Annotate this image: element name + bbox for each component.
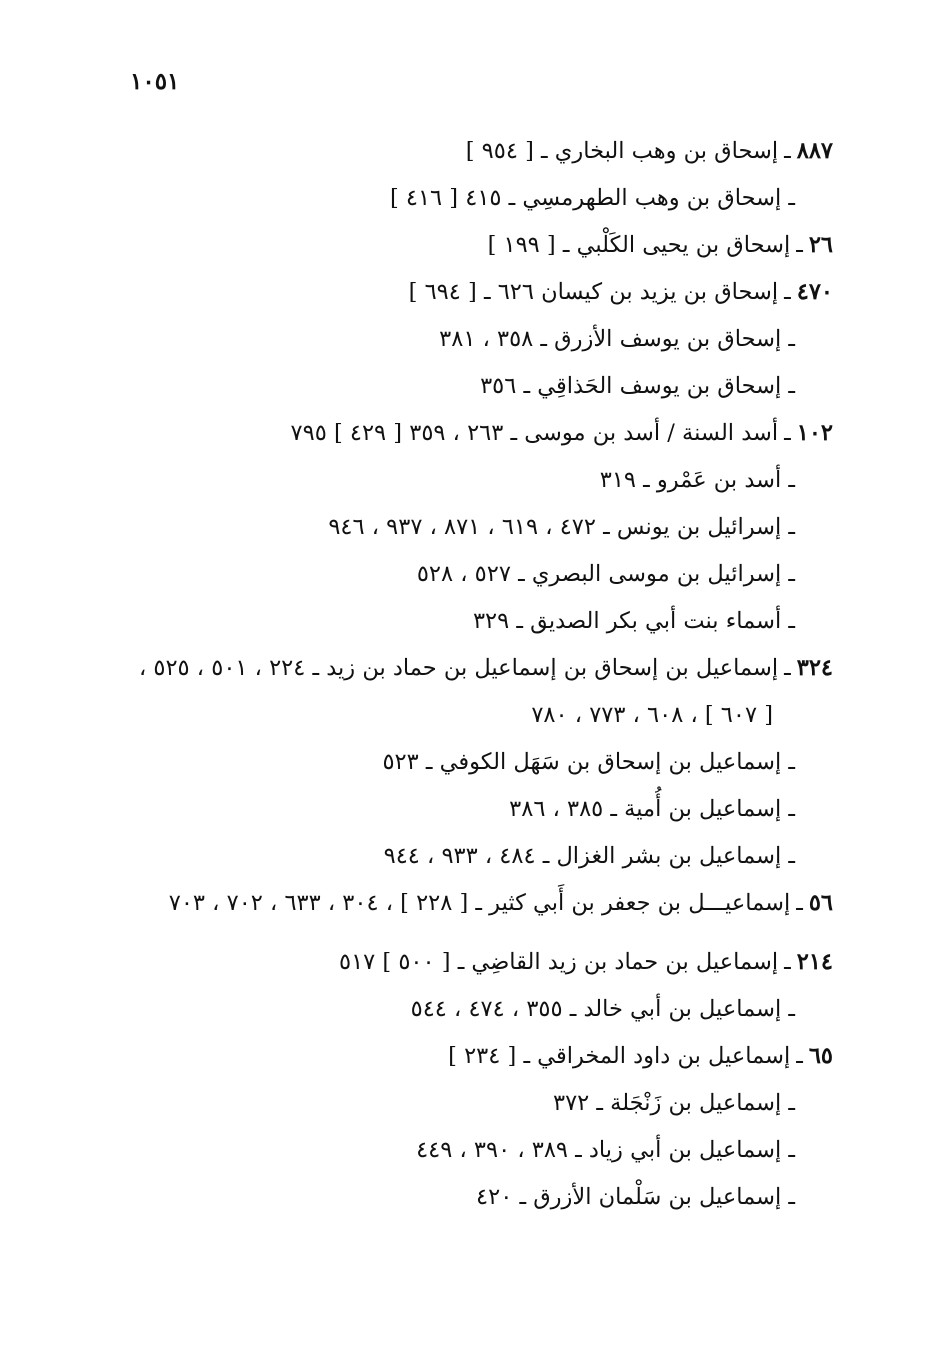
index-entry (113, 833, 833, 880)
entry-text: إسحاق بن وهب البخاري ـ [ ٩٥٤ ] (465, 138, 779, 164)
index-entry: ١٠٢ـأسد السنة / أسد بن موسى ـ ٢٦٣ ، ٣٥٩ [ ٤٢٩ ] ٧٩٥ (113, 410, 833, 457)
index-entry: ٢٦ـإسحاق بن يحيى الكَلْبي ـ [ ١٩٩ ] (113, 222, 833, 269)
entry-text: ـ إسحاق بن يوسف الحَذاقِي ـ ٣٥٦ (480, 373, 795, 399)
entry-text: ـ إسحاق بن يوسف الأزرق ـ ٣٥٨ ، ٣٨١ (439, 326, 795, 352)
entry-text: إسحاق بن يحيى الكَلْبي ـ [ ١٩٩ ] (487, 232, 791, 258)
entry-text: ـ أسماء بنت أبي بكر الصديق ـ ٣٢٩ (472, 608, 795, 634)
entry-text: أسد السنة / أسد بن موسى ـ ٢٦٣ ، ٣٥٩ [ ٤٢٩ ] ٧٩٥ (290, 420, 779, 446)
entry-text: ـ إسماعيل بن زَنْجَلة ـ ٣٧٢ (553, 1090, 795, 1116)
index-entry: ٤٧٠ـإسحاق بن يزيد بن كيسان ٦٢٦ ـ [ ٦٩٤ ] (113, 269, 833, 316)
entry-text: ـ إسماعيل بن سَلْمان الأزرق ـ ٤٢٠ (476, 1184, 795, 1210)
entry-text: إسحاق بن يزيد بن كيسان ٦٢٦ ـ [ ٦٩٤ ] (408, 279, 779, 305)
entry-text: ـ إسرائيل بن يونس ـ ٤٧٢ ، ٦١٩ ، ٨٧١ ، ٩٣٧ ، ٩٤٦ (328, 514, 795, 540)
page-number: ١٠٥١ (130, 68, 180, 95)
index-entry (113, 1080, 833, 1127)
index-entry: ٣٢٤ـإسماعيل بن إسحاق بن إسماعيل بن حماد بن زيد ـ ٢٢٤ ، ٥٠١ ، ٥٢٥ ، (113, 645, 833, 692)
index-entry (113, 598, 833, 645)
index-entry (113, 457, 833, 504)
entry-text: ـ إسرائيل بن موسى البصري ـ ٥٢٧ ، ٥٢٨ (416, 561, 795, 587)
index-entry (113, 786, 833, 833)
index-entry (113, 363, 833, 410)
entry-number: ٥٦ (808, 890, 833, 916)
entry-text: ـ إسماعيل بن بشر الغزال ـ ٤٨٤ ، ٩٣٣ ، ٩٤٤ (383, 843, 795, 869)
entry-text: إسماعيل بن حماد بن زيد القاضِي ـ [ ٥٠٠ ] ٥١٧ (338, 949, 779, 975)
entry-text: ـ إسحاق بن وهب الطهرمسِي ـ ٤١٥ [ ٤١٦ ] (389, 185, 795, 211)
entry-number: ٨٨٧ (796, 138, 833, 164)
index-entry: ٦٥ـإسماعيل بن داود المخراقي ـ [ ٢٣٤ ] (113, 1033, 833, 1080)
index-entry: ٢١٤ـإسماعيل بن حماد بن زيد القاضِي ـ [ ٥٠٠ ] ٥١٧ (113, 939, 833, 986)
entry-number: ٣٢٤ (796, 655, 833, 681)
entry-text: ـ إسماعيل بن أبي خالد ـ ٣٥٥ ، ٤٧٤ ، ٥٤٤ (410, 996, 795, 1022)
entry-text: ـ إسماعيل بن أبي زياد ـ ٣٨٩ ، ٣٩٠ ، ٤٤٩ (416, 1137, 795, 1163)
index-entry (113, 175, 833, 222)
index-entry (113, 1127, 833, 1174)
entry-text: [ ٦٠٧ ] ، ٦٠٨ ، ٧٧٣ ، ٧٨٠ (531, 702, 773, 728)
entry-text: ـ أسد بن عَمْرو ـ ٣١٩ (599, 467, 795, 493)
index-entry (113, 316, 833, 363)
entry-text: إسماعيل بن إسحاق بن إسماعيل بن حماد بن زيد ـ ٢٢٤ ، ٥٠١ ، ٥٢٥ ، (138, 655, 779, 681)
entry-number: ٤٧٠ (796, 279, 833, 305)
index-entry (113, 504, 833, 551)
entry-text: إسماعيل بن داود المخراقي ـ [ ٢٣٤ ] (448, 1043, 791, 1069)
index-entry (113, 986, 833, 1033)
entry-number: ٢١٤ (796, 949, 833, 975)
entry-text: ـ إسماعيل بن إسحاق بن سَهَل الكوفي ـ ٥٢٣ (382, 749, 795, 775)
entry-number: ٢٦ (808, 232, 833, 258)
name-index-list (113, 128, 833, 1221)
index-entry (113, 739, 833, 786)
index-entry-continuation (113, 692, 833, 739)
index-entry (113, 1174, 833, 1221)
index-entry: ٥٦ـإسماعيـــل بن جعفر بن أَبي كثير ـ [ ٢٢٨ ] ، ٣٠٤ ، ٦٣٣ ، ٧٠٢ ، ٧٠٣ (113, 880, 833, 927)
entry-text: ـ إسماعيل بن أُمية ـ ٣٨٥ ، ٣٨٦ (509, 796, 795, 822)
index-entry: ٨٨٧ـإسحاق بن وهب البخاري ـ [ ٩٥٤ ] (113, 128, 833, 175)
entry-number: ٦٥ (808, 1043, 833, 1069)
index-entry (113, 551, 833, 598)
entry-number: ١٠٢ (796, 420, 833, 446)
entry-text: إسماعيـــل بن جعفر بن أَبي كثير ـ [ ٢٢٨ ] ، ٣٠٤ ، ٦٣٣ ، ٧٠٢ ، ٧٠٣ (168, 890, 791, 916)
